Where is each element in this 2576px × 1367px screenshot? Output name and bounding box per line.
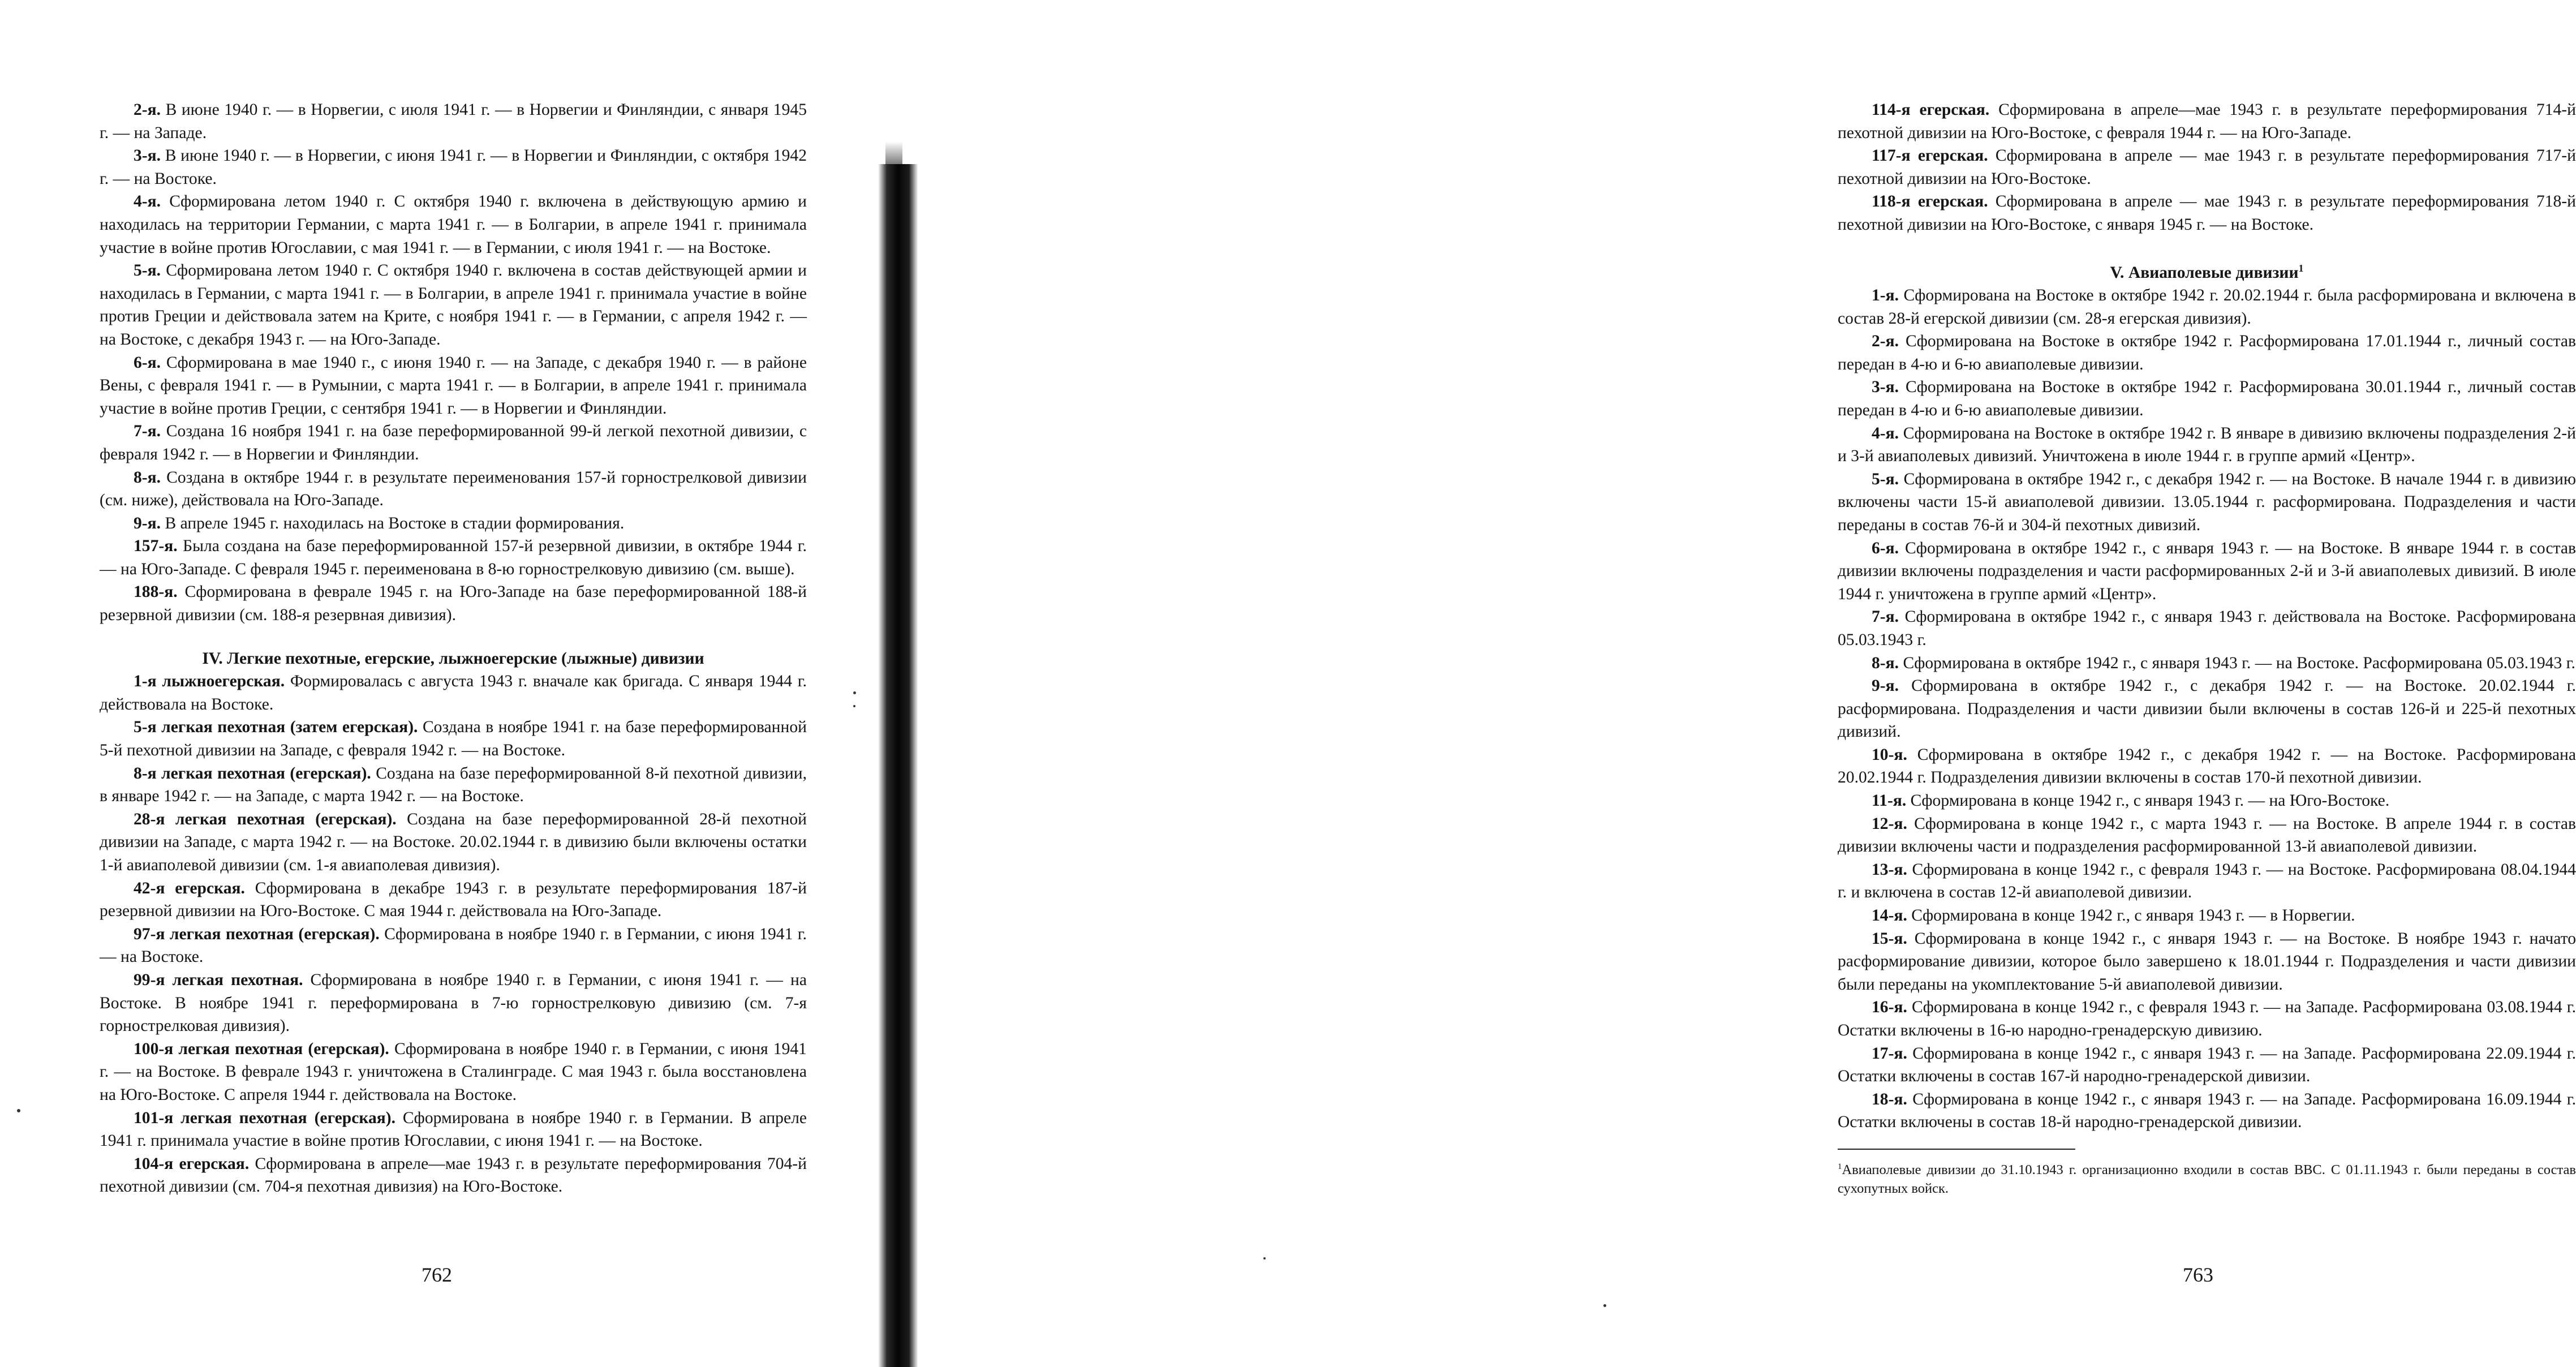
division-entry [100,190,807,259]
division-entry [1838,605,2576,651]
division-label: 2-я. [134,101,161,119]
division-description: Сформирована в октябре 1942 г., с января 1943 г. — на Востоке. Расформирована 05.03.1943 г. [1899,654,2575,672]
division-description: Сформирована на Востоке в октябре 1942 г. Расформирована 30.01.1944 г., личный состав передан в 4-ю и 6-ю авиаполевые дивизии. [1838,378,2576,419]
division-description: Создана на базе переформированной 28-й пехотной дивизии на Западе, с марта 1942 г. — на Востоке. 20.02.1944 г. в дивизию были включены остатки 1-й авиаполевой дивизии (см. 1-я авиаполевая дивизия). [100,810,807,874]
division-label: 97-я легкая пехотная (егерская). [134,925,380,943]
division-entry [1838,422,2576,468]
right-page-number: 763 [2183,1263,2213,1286]
division-label: 6-я. [134,353,161,372]
section-heading [1838,257,2576,284]
division-label: 7-я. [134,422,161,441]
division-description: Сформирована в конце 1942 г., с февраля 1943 г. — на Востоке. Расформирована 08.04.1944 г. и включена в состав 12-й авиаполевой дивизии. [1838,860,2576,902]
division-entry [1838,996,2576,1042]
division-entry [100,144,807,190]
division-entry [100,466,807,512]
scan-speck [853,705,855,707]
division-label: 5-я. [134,261,161,280]
division-description: Создана в октябре 1944 г. в результате переименования 157-й горнострелковой дивизии (см. ниже), действовала на Юго-Западе. [100,468,807,510]
division-description: В июне 1940 г. — в Норвегии, с июля 1941 г. — в Норвегии и Финляндии, с января 1945 г. — на Западе. [100,101,807,142]
section-heading-text: V. Авиаполевые дивизии [2110,263,2299,282]
division-description: Сформирована в октябре 1942 г., с декабря 1942 г. — на Востоке. Расформирована 20.02.1944 г. Подразделения дивизии включены в состав 170-й пехотной дивизии. [1838,745,2576,787]
division-entry [100,512,807,535]
right-page [883,0,2576,1367]
division-label: 3-я. [1872,378,1899,397]
division-description: Создана в ноябре 1941 г. на базе переформированной 5-й пехотной дивизии на Западе, с февраля 1942 г. — на Востоке. [100,718,807,760]
division-label: 99-я легкая пехотная. [134,970,303,989]
division-entry [100,716,807,762]
footnote-marker: 1 [1838,1162,1842,1171]
division-description: Сформирована на Востоке в октябре 1942 г. Расформирована 17.01.1944 г., личный состав передан в 4-ю и 6-ю авиаполевые дивизии. [1838,332,2576,373]
division-description: Сформирована на Востоке в октябре 1942 г. В январе в дивизию включены подразделения 2-й и 3-й авиаполевых дивизий. Уничтожена в июле 1944 г. в группе армий «Центр». [1838,424,2576,466]
division-label: 2-я. [1872,332,1899,351]
division-label: 4-я. [134,192,161,211]
division-description: Сформирована в апреле — мае 1943 г. в результате переформирования 717-й пехотной дивизии на Юго-Востоке. [1838,147,2576,188]
division-entry [1838,652,2576,675]
division-description: Сформирована в конце 1942 г., с января 1943 г. — на Востоке. В ноябре 1943 г. начато расформирование дивизии, которое было завершено к 18.01.1944 г. Подразделения и части дивизии были переданы на укомплектование 5-й авиаполевой дивизии. [1838,929,2576,994]
division-description: Сформирована в октябре 1942 г., с января 1943 г. действовала на Востоке. Расформирована 05.03.1943 г. [1838,608,2576,649]
division-description: Сформирована в ноябре 1940 г. в Германии. В апреле 1941 г. принимала участие в войне против Югославии, с июня 1941 г. — на Востоке. [100,1108,807,1150]
division-entry [1838,376,2576,422]
division-label: 104-я егерская. [134,1154,250,1173]
division-description: Сформирована в апреле — мае 1943 г. в результате переформирования 718-й пехотной дивизии на Юго-Востоке, с января 1945 г. — на Востоке. [1838,192,2576,234]
division-description: Сформирована в октябре 1942 г., с декабря 1942 г. — на Востоке. 20.02.1944 г. расформирована. Подразделения и части дивизии были включены в состав 126-й и 225-й пехотных дивизий. [1838,677,2576,741]
division-entry [100,877,807,923]
footnote-text: Авиаполевые дивизии до 31.10.1943 г. организационно входили в состав ВВС. С 01.11.1943 г. были переданы в состав сухопутных войск. [1838,1162,2576,1197]
right-page-text-column [1838,98,2576,1198]
division-description: Сформирована в конце 1942 г., с января 1943 г. — на Западе. Расформирована 22.09.1944 г. Остатки включены в состав 167-й народно-гренадерской дивизии. [1838,1044,2576,1086]
division-entry [1838,674,2576,743]
division-description: Сформирована в апреле—мае 1943 г. в результате переформирования 704-й пехотной дивизии (см. 704-я пехотная дивизия) на Юго-Востоке. [100,1154,807,1196]
division-label: 28-я легкая пехотная (егерская). [134,810,397,828]
division-entry [100,1107,807,1153]
division-label: 101-я легкая пехотная (егерская). [134,1108,396,1127]
division-entry [1838,284,2576,330]
division-label: 11-я. [1872,792,1907,810]
division-description: Сформирована в конце 1942 г., с марта 1943 г. — на Востоке. В апреле 1944 г. в состав дивизии включены части и подразделения расформированной 13-й авиаполевой дивизии. [1838,814,2576,856]
division-entry [100,98,807,144]
division-description: Сформирована летом 1940 г. С октября 1940 г. включена в действующую армию и находилась на территории Германии, с марта 1941 г. — в Болгарии, в апреле 1941 г. принимала участие в войне против Югославии, с мая 1941 г. — в Германии, с июля 1941 г. — на Востоке. [100,192,807,257]
left-page-text-column [100,98,807,1198]
footnote [1838,1158,2576,1198]
division-label: 114-я егерская. [1872,101,1990,119]
division-label: 9-я. [134,514,161,532]
division-label: 14-я. [1872,906,1907,925]
division-label: 6-я. [1872,539,1899,557]
division-entry [1838,144,2576,190]
division-label: 8-я. [134,468,161,487]
division-entry [1838,330,2576,376]
scan-speck [17,1109,20,1112]
division-label: 3-я. [134,147,161,165]
division-entry [1838,904,2576,927]
division-entry [100,1153,807,1198]
division-description: Создана 16 ноября 1941 г. на базе переформированной 99-й легкой пехотной дивизии, с февраля 1942 г. — в Норвегии и Финляндии. [100,422,807,463]
division-entry [100,420,807,466]
division-label: 18-я. [1872,1090,1907,1108]
division-entry [1838,468,2576,537]
division-description: Формировалась с августа 1943 г. вначале как бригада. С января 1944 г. действовала на Востоке. [100,672,807,713]
division-label: 10-я. [1872,745,1907,764]
division-description: В июне 1940 г. — в Норвегии, с июня 1941 г. — в Норвегии и Финляндии, с октября 1942 г. — на Востоке. [100,147,807,188]
division-label: 15-я. [1872,929,1907,948]
division-label: 16-я. [1872,998,1907,1017]
section-heading [100,647,807,670]
division-entry [100,259,807,351]
division-entry [100,762,807,808]
division-description: Сформирована летом 1940 г. С октября 1940 г. включена в состав действующей армии и находилась в Германии, с марта 1941 г. — в Болгарии, в апреле 1941 г. принимала участие в войне против Греции и действовала затем на Крите, с ноября 1941 г. — в Германии, с апреля 1942 г. — на Востоке, с декабря 1943 г. — на Юго-Западе. [100,261,807,349]
division-entry [1838,858,2576,904]
section-heading-text: IV. Легкие пехотные, егерские, лыжноегерские (лыжные) дивизии [202,649,704,668]
division-label: 188-я. [134,583,178,601]
division-description: Сформирована в октябре 1942 г., с января 1943 г. — на Востоке. В январе 1944 г. в состав дивизии включены подразделения и части расформированных 2-й и 3-й авиаполевых дивизий. В июле 1944 г. уничтожена в группе армий «Центр». [1838,539,2576,603]
division-entry [100,1038,807,1107]
left-page-number: 762 [422,1263,452,1286]
division-label: 9-я. [1872,677,1899,695]
division-entry [100,969,807,1038]
division-description: Сформирована в конце 1942 г., с января 1943 г. — на Западе. Расформирована 16.09.1944 г. Остатки включены в состав 18-й народно-гренадерской дивизии. [1838,1090,2576,1132]
division-description: Создана на базе переформированной 8-й пехотной дивизии, в январе 1942 г. — на Западе, с марта 1942 г. — на Востоке. [100,764,807,806]
left-page [0,0,883,1367]
division-label: 1-я. [1872,286,1899,305]
division-label: 8-я. [1872,654,1899,672]
division-description: Сформирована в октябре 1942 г., с декабря 1942 г. — на Востоке. В начале 1944 г. в дивизию включены части 15-й авиаполевой дивизии. 13.05.1944 г. расформирована. Подразделения и части переданы в состав 76-й и 304-й пехотных дивизий. [1838,470,2576,534]
division-description: Сформирована в ноябре 1940 г. в Германии, с июня 1941 г. — на Востоке. [100,925,807,966]
division-entry [1838,190,2576,236]
division-entry [1838,813,2576,858]
division-label: 5-я легкая пехотная (затем егерская). [134,718,418,737]
scan-speck [1603,1304,1606,1307]
footnote-marker: 1 [2298,262,2304,274]
division-description: Сформирована в конце 1942 г., с января 1943 г. — на Юго-Востоке. [1906,792,2390,810]
division-description: Сформирована в декабре 1943 г. в результате переформирования 187-й резервной дивизии на Юго-Востоке. С мая 1944 г. действовала на Юго-Западе. [100,879,807,921]
division-entry [1838,1088,2576,1134]
division-entry [100,535,807,581]
division-description: Сформирована на Востоке в октябре 1942 г. 20.02.1944 г. была расформирована и включена в состав 28-й егерской дивизии (см. 28-я егерская дивизия). [1838,286,2576,328]
division-description: Сформирована в конце 1942 г., с февраля 1943 г. — на Западе. Расформирована 03.08.1944 г. Остатки включены в 16-ю народно-гренадерскую дивизию. [1838,998,2576,1040]
division-entry [1838,537,2576,606]
division-description: Сформирована в апреле—мае 1943 г. в результате переформирования 714-й пехотной дивизии на Юго-Востоке, с февраля 1944 г. — на Юго-Западе. [1838,101,2576,142]
division-label: 13-я. [1872,860,1907,879]
scan-speck [1263,1257,1266,1259]
division-entry [100,670,807,716]
division-label: 8-я легкая пехотная (егерская). [134,764,371,783]
division-label: 12-я. [1872,814,1907,833]
division-description: Сформирована в мае 1940 г., с июня 1940 г. — на Западе, с декабря 1940 г. — в районе Вены, с февраля 1941 г. — в Румынии, с марта 1941 г. — в Болгарии, в апреле 1941 г. принимала участие в войне против Греции, с сентября 1941 г. — в Норвегии и Финляндии. [100,353,807,418]
division-entry [100,581,807,626]
division-label: 157-я. [134,537,178,556]
book-spine-shadow [878,164,918,1367]
scan-speck [853,691,856,694]
division-description: Сформирована в феврале 1945 г. на Юго-Западе на базе переформированной 188-й резервной дивизии (см. 188-я резервная дивизия). [100,583,807,625]
division-entry [1838,98,2576,144]
division-label: 1-я лыжноегерская. [134,672,285,691]
division-label: 5-я. [1872,470,1899,488]
division-entry [1838,927,2576,996]
division-entry [100,808,807,877]
division-entry [1838,789,2576,813]
division-label: 100-я легкая пехотная (егерская). [134,1039,389,1058]
division-label: 117-я егерская. [1872,147,1988,165]
division-entry [1838,1042,2576,1088]
footnote-rule [1838,1149,2075,1150]
division-description: В апреле 1945 г. находилась на Востоке в стадии формирования. [161,514,625,532]
division-label: 42-я егерская. [134,879,245,897]
division-entry [1838,743,2576,789]
division-description: Сформирована в ноябре 1940 г. в Германии, с июня 1941 г. — на Востоке. В ноябре 1941 г. переформирована в 7-ю горнострелковую дивизию (см. 7-я горнострелковая дивизия). [100,970,807,1035]
division-label: 4-я. [1872,424,1899,442]
division-description: Была создана на базе переформированной 157-й резервной дивизии, в октябре 1944 г. — на Юго-Западе. С февраля 1945 г. переименована в 8-ю горнострелковую дивизию (см. выше). [100,537,807,578]
division-description: Сформирована в ноябре 1940 г. в Германии, с июня 1941 г. — на Востоке. В феврале 1943 г. уничтожена в Сталинграде. С мая 1943 г. была восстановлена на Юго-Востоке. С апреля 1944 г. действовала на Востоке. [100,1039,807,1104]
division-entry [100,351,807,420]
division-label: 118-я егерская. [1872,192,1988,211]
division-entry [100,923,807,969]
division-description: Сформирована в конце 1942 г., с января 1943 г. — в Норвегии. [1907,906,2355,925]
division-label: 17-я. [1872,1044,1907,1063]
division-label: 7-я. [1872,608,1899,626]
